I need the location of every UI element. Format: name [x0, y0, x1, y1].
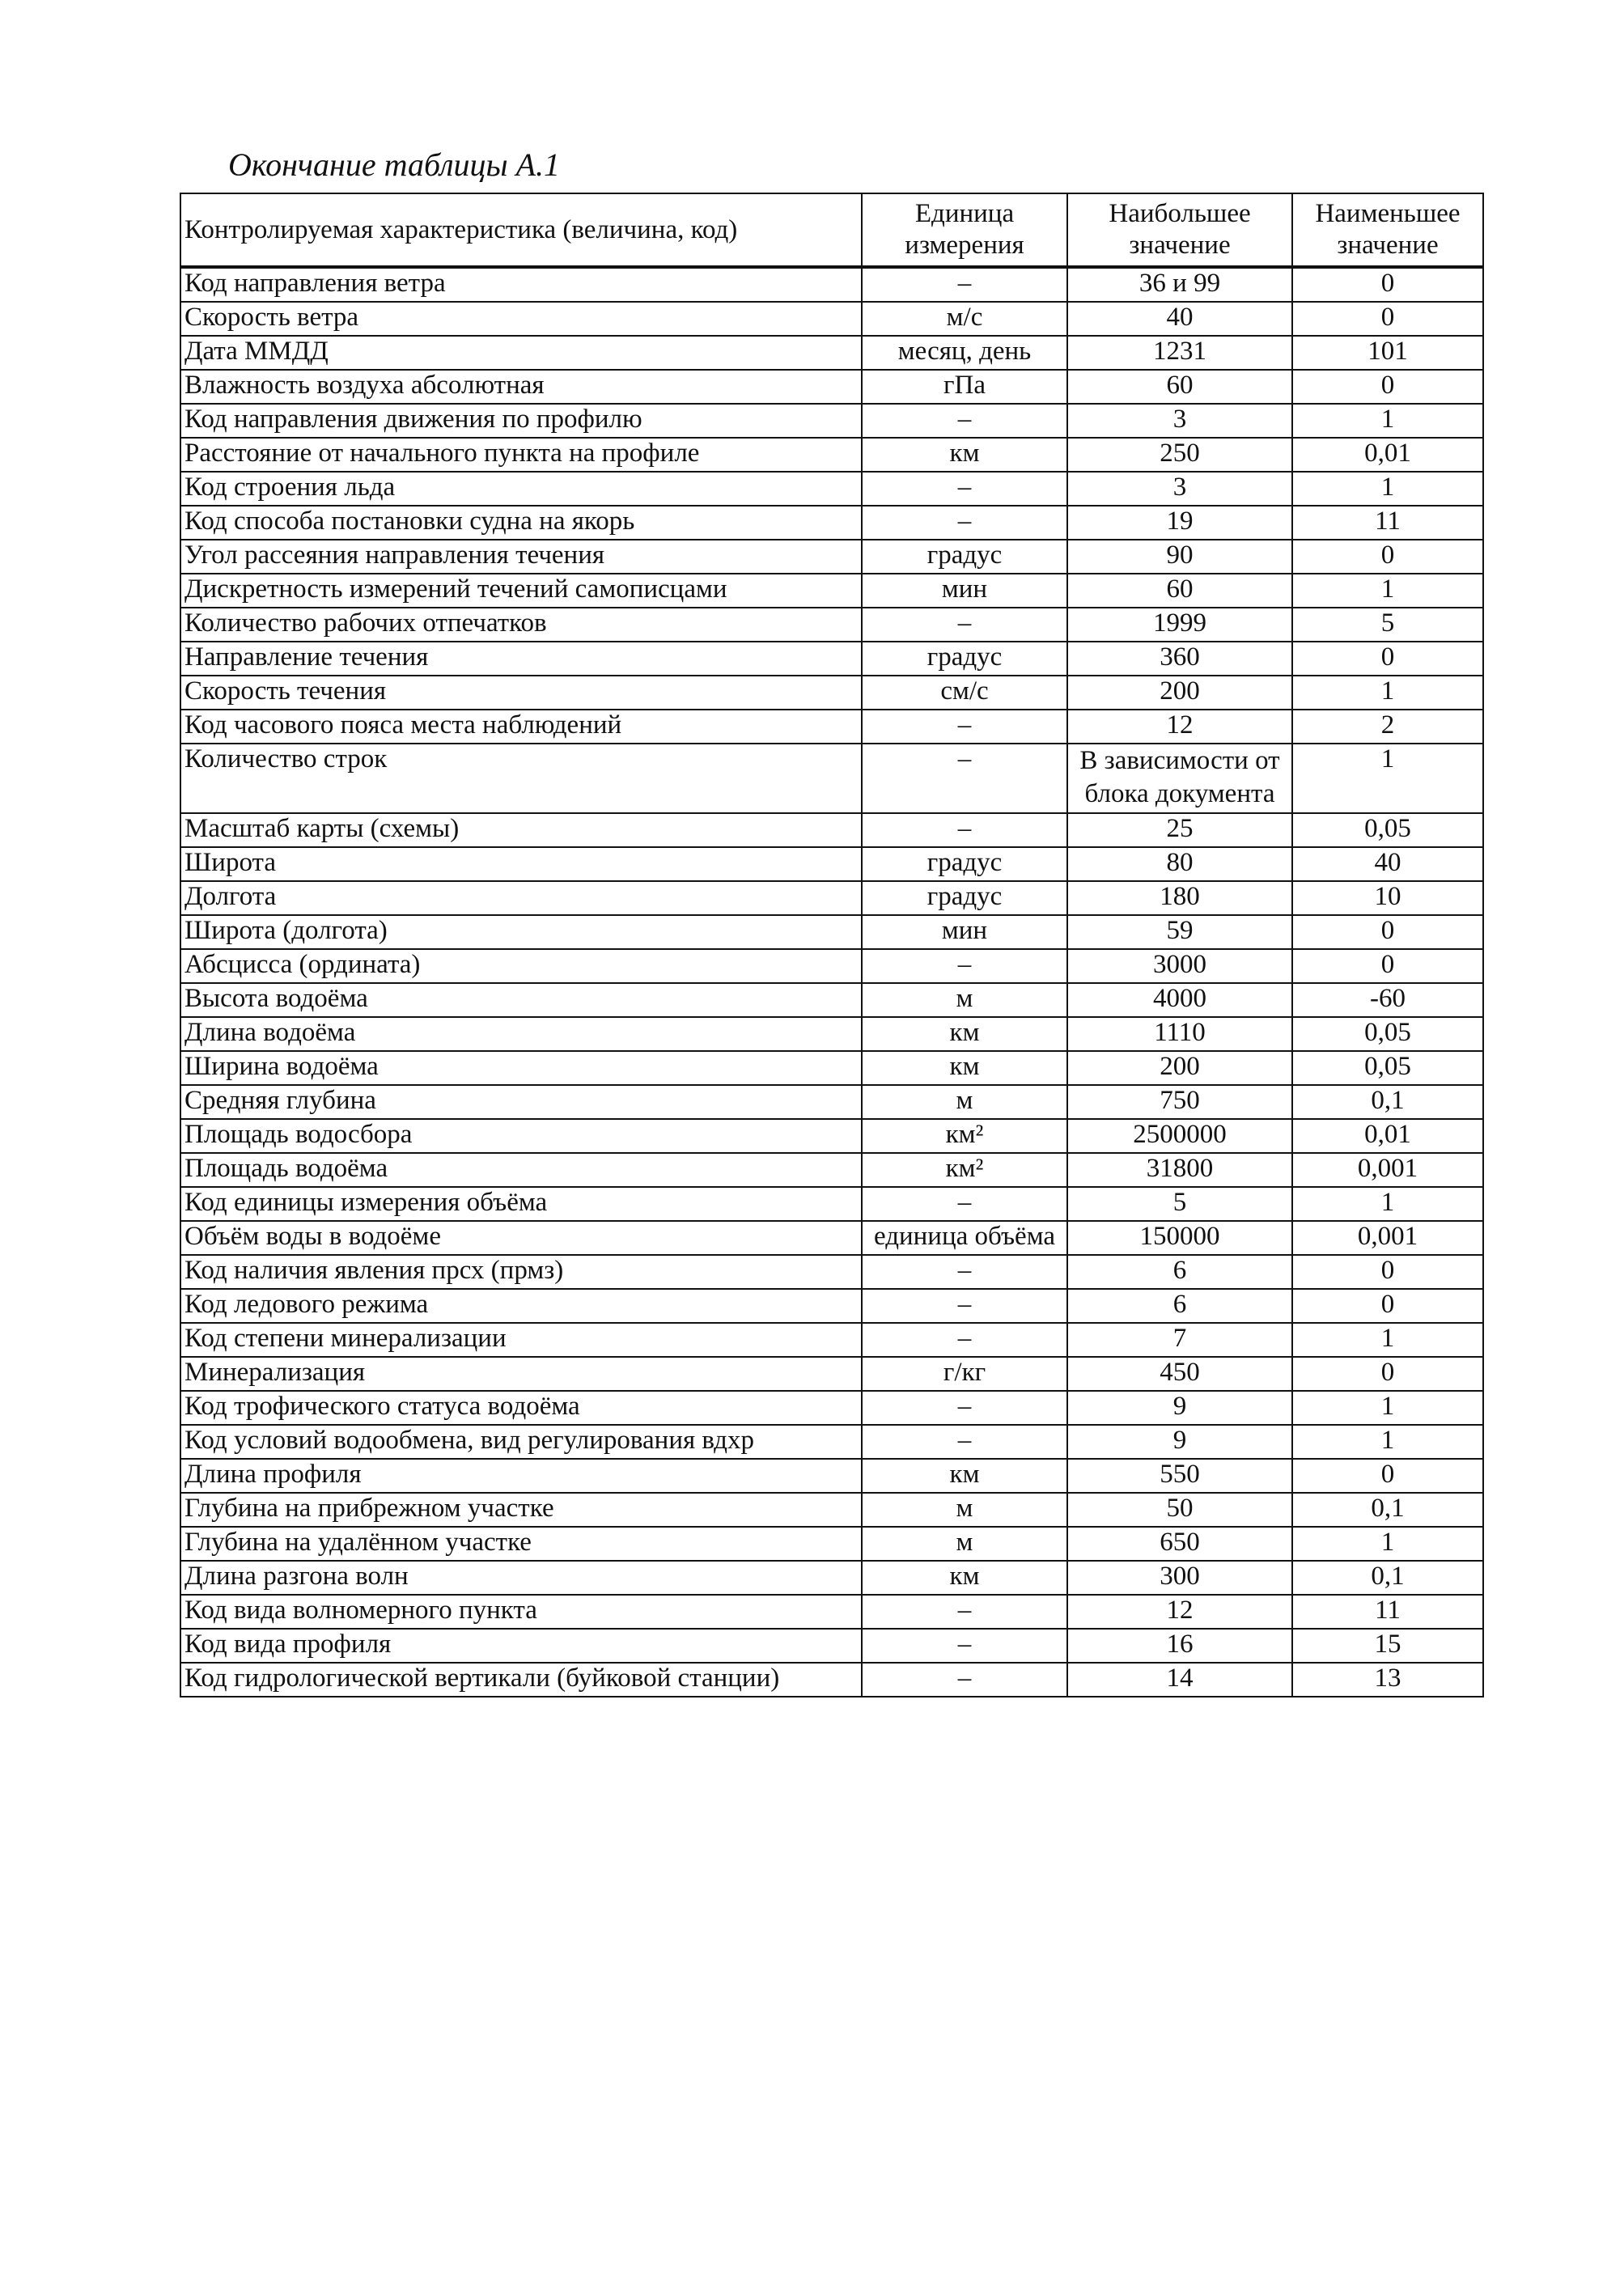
cell-unit: км [862, 1017, 1067, 1051]
cell-characteristic: Дата ММДД [180, 336, 862, 370]
table-row [180, 472, 1483, 506]
cell-unit: км [862, 438, 1067, 472]
table-row [180, 881, 1483, 915]
table-row [180, 642, 1483, 676]
cell-max-value: 90 [1067, 540, 1292, 574]
cell-max-value: 31800 [1067, 1153, 1292, 1187]
cell-unit: мин [862, 574, 1067, 608]
cell-min-value: 0,05 [1292, 1051, 1483, 1085]
header-unit: Единица измерения [862, 193, 1067, 267]
header-min-value: Наименьшее значение [1292, 193, 1483, 267]
table-caption: Окончание таблицы А.1 [228, 146, 561, 183]
cell-characteristic: Количество строк [180, 744, 862, 813]
cell-min-value: 1 [1292, 744, 1483, 813]
cell-characteristic: Код строения льда [180, 472, 862, 506]
cell-max-value: В зависимости от блока документа [1067, 744, 1292, 813]
table-body [180, 267, 1483, 1697]
cell-max-value: 6 [1067, 1289, 1292, 1323]
cell-unit: м [862, 1085, 1067, 1119]
cell-max-value: 4000 [1067, 983, 1292, 1017]
cell-characteristic: Долгота [180, 881, 862, 915]
cell-unit: – [862, 404, 1067, 438]
table-row [180, 404, 1483, 438]
table-row [180, 1425, 1483, 1459]
table-row [180, 915, 1483, 949]
table-header [180, 193, 1483, 267]
table-row [180, 949, 1483, 983]
table-row [180, 1119, 1483, 1153]
table-row [180, 1527, 1483, 1561]
cell-min-value: 1 [1292, 1425, 1483, 1459]
cell-characteristic: Дискретность измерений течений самописцами [180, 574, 862, 608]
cell-min-value: 0,1 [1292, 1561, 1483, 1595]
cell-characteristic: Код трофического статуса водоёма [180, 1391, 862, 1425]
cell-characteristic: Расстояние от начального пункта на профиле [180, 438, 862, 472]
cell-min-value: 0,01 [1292, 1119, 1483, 1153]
cell-min-value: 0 [1292, 370, 1483, 404]
table-row [180, 608, 1483, 642]
cell-unit: – [862, 1629, 1067, 1663]
cell-min-value: 101 [1292, 336, 1483, 370]
cell-max-value: 180 [1067, 881, 1292, 915]
cell-characteristic: Высота водоёма [180, 983, 862, 1017]
cell-min-value: 0 [1292, 949, 1483, 983]
cell-max-value: 7 [1067, 1323, 1292, 1357]
cell-unit: – [862, 1595, 1067, 1629]
cell-max-value: 2500000 [1067, 1119, 1292, 1153]
cell-characteristic: Объём воды в водоёме [180, 1221, 862, 1255]
cell-min-value: 0,001 [1292, 1221, 1483, 1255]
cell-max-value: 200 [1067, 1051, 1292, 1085]
cell-min-value: 13 [1292, 1663, 1483, 1697]
cell-characteristic: Влажность воздуха абсолютная [180, 370, 862, 404]
header-max-value: Наибольшее значение [1067, 193, 1292, 267]
cell-unit: м [862, 983, 1067, 1017]
table-row [180, 1493, 1483, 1527]
cell-unit: – [862, 472, 1067, 506]
cell-min-value: 0,01 [1292, 438, 1483, 472]
table-row [180, 813, 1483, 847]
cell-max-value: 3 [1067, 472, 1292, 506]
cell-min-value: 1 [1292, 676, 1483, 710]
cell-min-value: 11 [1292, 1595, 1483, 1629]
cell-characteristic: Код степени минерализации [180, 1323, 862, 1357]
header-row [180, 193, 1483, 267]
cell-unit: – [862, 1255, 1067, 1289]
cell-max-value: 360 [1067, 642, 1292, 676]
table-row [180, 267, 1483, 302]
table-row [180, 506, 1483, 540]
cell-unit: – [862, 1391, 1067, 1425]
cell-min-value: 0,001 [1292, 1153, 1483, 1187]
cell-max-value: 1110 [1067, 1017, 1292, 1051]
cell-characteristic: Угол рассеяния направления течения [180, 540, 862, 574]
cell-min-value: 0,05 [1292, 1017, 1483, 1051]
header-characteristic: Контролируемая характеристика (величина, код) [180, 193, 862, 267]
cell-characteristic: Код наличия явления прсх (прмз) [180, 1255, 862, 1289]
table-row [180, 1459, 1483, 1493]
cell-unit: мин [862, 915, 1067, 949]
cell-unit: км² [862, 1119, 1067, 1153]
table-row [180, 1561, 1483, 1595]
cell-max-value: 60 [1067, 574, 1292, 608]
cell-min-value: 11 [1292, 506, 1483, 540]
table-row [180, 336, 1483, 370]
cell-min-value: 0 [1292, 915, 1483, 949]
cell-max-value: 25 [1067, 813, 1292, 847]
cell-unit: градус [862, 540, 1067, 574]
cell-characteristic: Код ледового режима [180, 1289, 862, 1323]
table-row [180, 1629, 1483, 1663]
cell-unit: градус [862, 847, 1067, 881]
cell-min-value: 40 [1292, 847, 1483, 881]
cell-min-value: 0 [1292, 540, 1483, 574]
cell-max-value: 750 [1067, 1085, 1292, 1119]
table-row [180, 1595, 1483, 1629]
cell-unit: м/с [862, 302, 1067, 336]
table-row [180, 302, 1483, 336]
cell-unit: – [862, 1289, 1067, 1323]
cell-max-value: 12 [1067, 1595, 1292, 1629]
cell-unit: – [862, 813, 1067, 847]
cell-max-value: 59 [1067, 915, 1292, 949]
cell-unit: г/кг [862, 1357, 1067, 1391]
cell-min-value: 10 [1292, 881, 1483, 915]
cell-min-value: 1 [1292, 1391, 1483, 1425]
cell-characteristic: Код условий водообмена, вид регулирования вдхр [180, 1425, 862, 1459]
cell-unit: – [862, 1663, 1067, 1697]
cell-min-value: 15 [1292, 1629, 1483, 1663]
table-row [180, 1051, 1483, 1085]
cell-min-value: -60 [1292, 983, 1483, 1017]
cell-min-value: 0,05 [1292, 813, 1483, 847]
cell-min-value: 0 [1292, 267, 1483, 302]
cell-characteristic: Код вида профиля [180, 1629, 862, 1663]
table-row [180, 1187, 1483, 1221]
cell-min-value: 0,1 [1292, 1085, 1483, 1119]
cell-max-value: 200 [1067, 676, 1292, 710]
table-row [180, 1357, 1483, 1391]
cell-characteristic: Код направления движения по профилю [180, 404, 862, 438]
cell-unit: единица объёма [862, 1221, 1067, 1255]
cell-unit: – [862, 506, 1067, 540]
cell-max-value: 1231 [1067, 336, 1292, 370]
cell-unit: – [862, 267, 1067, 302]
cell-characteristic: Широта (долгота) [180, 915, 862, 949]
cell-max-value: 50 [1067, 1493, 1292, 1527]
cell-max-value: 6 [1067, 1255, 1292, 1289]
cell-unit: км [862, 1051, 1067, 1085]
cell-max-value: 450 [1067, 1357, 1292, 1391]
table-row [180, 710, 1483, 744]
cell-unit: – [862, 608, 1067, 642]
cell-max-value: 60 [1067, 370, 1292, 404]
cell-characteristic: Глубина на прибрежном участке [180, 1493, 862, 1527]
cell-min-value: 1 [1292, 1323, 1483, 1357]
cell-min-value: 0 [1292, 1289, 1483, 1323]
table-row [180, 983, 1483, 1017]
table-row [180, 540, 1483, 574]
cell-min-value: 5 [1292, 608, 1483, 642]
table-row [180, 847, 1483, 881]
cell-max-value: 300 [1067, 1561, 1292, 1595]
cell-max-value: 14 [1067, 1663, 1292, 1697]
cell-characteristic: Площадь водосбора [180, 1119, 862, 1153]
cell-unit: – [862, 1323, 1067, 1357]
cell-unit: – [862, 744, 1067, 813]
cell-unit: гПа [862, 370, 1067, 404]
cell-unit: см/с [862, 676, 1067, 710]
table-row [180, 1289, 1483, 1323]
cell-unit: месяц, день [862, 336, 1067, 370]
cell-min-value: 0 [1292, 1255, 1483, 1289]
cell-characteristic: Количество рабочих отпечатков [180, 608, 862, 642]
table-row [180, 676, 1483, 710]
cell-max-value: 1999 [1067, 608, 1292, 642]
cell-min-value: 0 [1292, 1357, 1483, 1391]
cell-max-value: 40 [1067, 302, 1292, 336]
cell-characteristic: Направление течения [180, 642, 862, 676]
cell-characteristic: Код единицы измерения объёма [180, 1187, 862, 1221]
cell-characteristic: Код направления ветра [180, 267, 862, 302]
table-row [180, 1255, 1483, 1289]
cell-max-value: 5 [1067, 1187, 1292, 1221]
cell-min-value: 2 [1292, 710, 1483, 744]
cell-characteristic: Ширина водоёма [180, 1051, 862, 1085]
cell-characteristic: Код гидрологической вертикали (буйковой станции) [180, 1663, 862, 1697]
table-row [180, 1323, 1483, 1357]
cell-unit: – [862, 1187, 1067, 1221]
table-row [180, 1153, 1483, 1187]
cell-min-value: 1 [1292, 404, 1483, 438]
cell-characteristic: Площадь водоёма [180, 1153, 862, 1187]
cell-characteristic: Масштаб карты (схемы) [180, 813, 862, 847]
cell-max-value: 3000 [1067, 949, 1292, 983]
cell-max-value: 9 [1067, 1425, 1292, 1459]
cell-unit: градус [862, 881, 1067, 915]
cell-min-value: 0 [1292, 642, 1483, 676]
cell-min-value: 1 [1292, 574, 1483, 608]
cell-min-value: 0 [1292, 1459, 1483, 1493]
cell-characteristic: Широта [180, 847, 862, 881]
table-row [180, 1085, 1483, 1119]
cell-max-value: 36 и 99 [1067, 267, 1292, 302]
cell-max-value: 80 [1067, 847, 1292, 881]
data-table [180, 193, 1484, 1697]
table-row [180, 1663, 1483, 1697]
cell-max-value: 550 [1067, 1459, 1292, 1493]
table-row [180, 744, 1483, 813]
cell-unit: – [862, 710, 1067, 744]
cell-max-value: 19 [1067, 506, 1292, 540]
cell-characteristic: Абсцисса (ордината) [180, 949, 862, 983]
cell-characteristic: Скорость ветра [180, 302, 862, 336]
cell-max-value: 3 [1067, 404, 1292, 438]
table-row [180, 1221, 1483, 1255]
cell-characteristic: Код часового пояса места наблюдений [180, 710, 862, 744]
cell-unit: км² [862, 1153, 1067, 1187]
cell-max-value: 650 [1067, 1527, 1292, 1561]
cell-characteristic: Скорость течения [180, 676, 862, 710]
table-row [180, 1391, 1483, 1425]
cell-unit: м [862, 1493, 1067, 1527]
cell-characteristic: Средняя глубина [180, 1085, 862, 1119]
cell-characteristic: Длина водоёма [180, 1017, 862, 1051]
cell-min-value: 1 [1292, 1527, 1483, 1561]
cell-characteristic: Минерализация [180, 1357, 862, 1391]
cell-max-value: 9 [1067, 1391, 1292, 1425]
cell-unit: градус [862, 642, 1067, 676]
cell-max-value: 16 [1067, 1629, 1292, 1663]
cell-min-value: 1 [1292, 472, 1483, 506]
cell-characteristic: Глубина на удалённом участке [180, 1527, 862, 1561]
cell-characteristic: Длина профиля [180, 1459, 862, 1493]
cell-min-value: 0 [1292, 302, 1483, 336]
cell-max-value: 12 [1067, 710, 1292, 744]
cell-unit: км [862, 1561, 1067, 1595]
cell-unit: – [862, 1425, 1067, 1459]
cell-unit: м [862, 1527, 1067, 1561]
cell-characteristic: Код вида волномерного пункта [180, 1595, 862, 1629]
table-row [180, 438, 1483, 472]
cell-characteristic: Длина разгона волн [180, 1561, 862, 1595]
cell-max-value: 150000 [1067, 1221, 1292, 1255]
table-row [180, 574, 1483, 608]
cell-min-value: 0,1 [1292, 1493, 1483, 1527]
cell-unit: – [862, 949, 1067, 983]
cell-min-value: 1 [1292, 1187, 1483, 1221]
table-row [180, 1017, 1483, 1051]
cell-max-value: 250 [1067, 438, 1292, 472]
table-row [180, 370, 1483, 404]
cell-characteristic: Код способа постановки судна на якорь [180, 506, 862, 540]
cell-unit: км [862, 1459, 1067, 1493]
